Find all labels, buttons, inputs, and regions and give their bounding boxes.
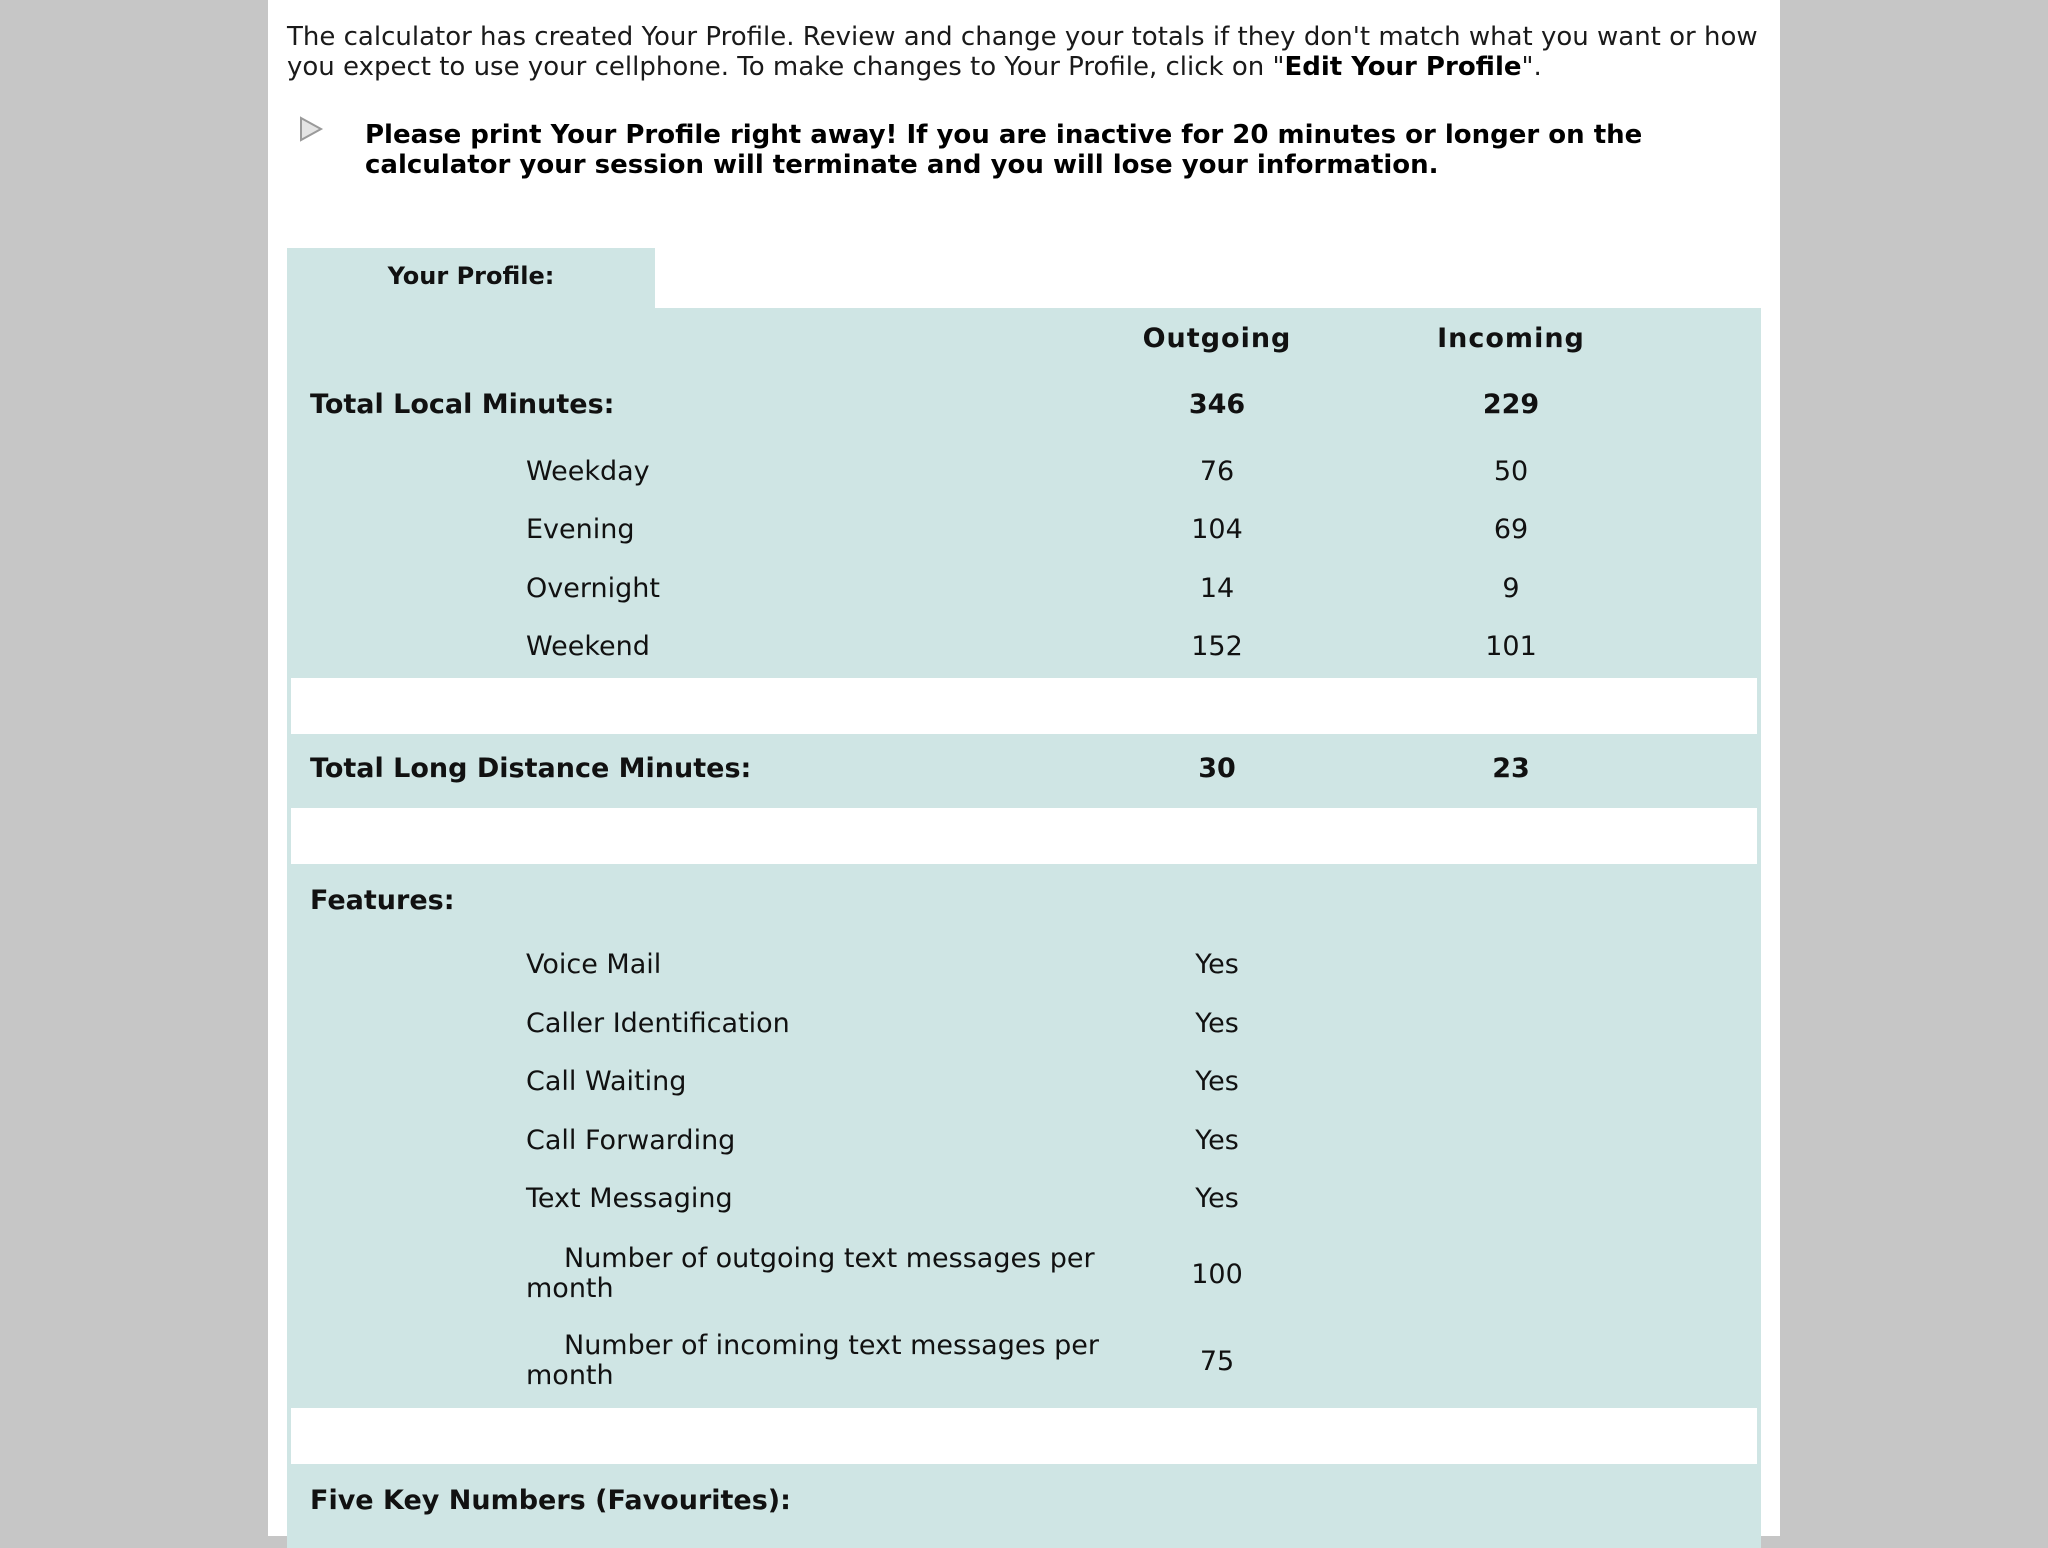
outgoing-texts-label: Number of outgoing text messages per month [526, 1243, 1095, 1304]
play-arrow-icon [298, 116, 324, 146]
table-row [287, 628, 1761, 668]
total-long-distance-label: Total Long Distance Minutes: [310, 753, 752, 784]
long-distance-incoming: 23 [1492, 753, 1530, 784]
column-header-row [287, 320, 1761, 360]
feature-call-forwarding-value: Yes [1195, 1125, 1239, 1156]
overnight-label: Overnight [526, 573, 660, 604]
total-long-distance-row [287, 750, 1761, 790]
outgoing-texts-label-wrap [526, 1244, 1126, 1304]
section-divider [291, 1408, 1757, 1464]
feature-text-messaging-value: Yes [1195, 1183, 1239, 1214]
favourites-header-row [287, 1482, 1761, 1522]
feature-call-waiting-value: Yes [1195, 1066, 1239, 1097]
total-local-outgoing: 346 [1188, 389, 1246, 420]
table-row [287, 511, 1761, 551]
list-item [287, 1122, 1761, 1162]
overnight-incoming: 9 [1502, 573, 1520, 604]
list-item [287, 1005, 1761, 1045]
profile-panel [287, 308, 1761, 1548]
edit-profile-reference: Edit Your Profile [1284, 52, 1522, 82]
incoming-texts-label-wrap [526, 1331, 1126, 1391]
intro-paragraph [287, 22, 1767, 82]
feature-call-waiting-label: Call Waiting [526, 1066, 687, 1097]
page-content [268, 0, 1780, 1536]
intro-text-end: ". [1521, 52, 1542, 82]
incoming-texts-label: Number of incoming text messages per month [526, 1330, 1099, 1391]
weekend-incoming: 101 [1485, 631, 1537, 662]
column-header-outgoing: Outgoing [1142, 323, 1292, 354]
intro-text: The calculator has created Your Profile. Review and change your totals if they don't match what you want or how you expect to use your cellphone. To make changes to Your Profile, click on " [287, 22, 1758, 82]
weekend-outgoing: 152 [1191, 631, 1243, 662]
list-item [287, 1180, 1761, 1220]
features-header-row [287, 882, 1761, 922]
feature-caller-id-label: Caller Identification [526, 1008, 790, 1039]
table-row [287, 570, 1761, 610]
section-divider [291, 808, 1757, 864]
tab-your-profile[interactable] [287, 248, 655, 310]
evening-label: Evening [526, 514, 635, 545]
table-row [287, 453, 1761, 493]
list-item [287, 1327, 1761, 1391]
incoming-texts-value: 75 [1199, 1346, 1235, 1377]
list-item [287, 1240, 1761, 1304]
weekday-outgoing: 76 [1199, 456, 1235, 487]
features-label: Features: [310, 885, 455, 916]
feature-voice-mail-label: Voice Mail [526, 949, 662, 980]
favourites-label: Five Key Numbers (Favourites): [310, 1485, 791, 1516]
list-item [287, 1063, 1761, 1103]
feature-text-messaging-label: Text Messaging [526, 1183, 733, 1214]
weekday-label: Weekday [526, 456, 650, 487]
feature-caller-id-value: Yes [1195, 1008, 1239, 1039]
feature-voice-mail-value: Yes [1195, 949, 1239, 980]
long-distance-outgoing: 30 [1198, 753, 1236, 784]
evening-outgoing: 104 [1191, 514, 1243, 545]
evening-incoming: 69 [1493, 514, 1529, 545]
feature-call-forwarding-label: Call Forwarding [526, 1125, 736, 1156]
notice-text: Please print Your Profile right away! If you are inactive for 20 minutes or longer on the calculator your session will terminate and you will lose your information. [365, 120, 1643, 180]
weekday-incoming: 50 [1493, 456, 1529, 487]
column-header-incoming: Incoming [1437, 323, 1585, 354]
total-local-row [287, 386, 1761, 426]
overnight-outgoing: 14 [1199, 573, 1235, 604]
outgoing-texts-value: 100 [1191, 1259, 1243, 1290]
total-local-label: Total Local Minutes: [310, 389, 615, 420]
total-local-incoming: 229 [1482, 389, 1540, 420]
section-divider [291, 678, 1757, 734]
tab-label: Your Profile: [387, 262, 555, 290]
weekend-label: Weekend [526, 631, 650, 662]
list-item [287, 946, 1761, 986]
